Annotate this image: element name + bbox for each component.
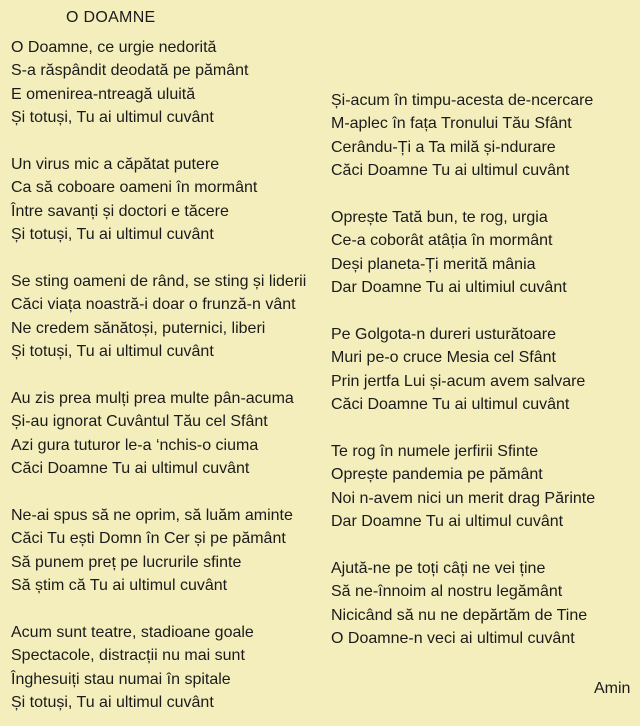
verse-line: Spectacole, distracții nu mai sunt (11, 647, 245, 665)
verse-line: Pe Golgota-n dureri usturătoare (331, 326, 557, 344)
verse-line: Și-au ignorat Cuvântul Tău cel Sfânt (11, 413, 268, 431)
verse-line: Un virus mic a căpătat putere (11, 156, 220, 174)
stanza (331, 557, 595, 651)
verse-line: Între savanți și doctori e tăcere (11, 202, 229, 220)
verse-line: Căci viața noastră-i doar o frunză-n vânt (11, 296, 296, 314)
verse-line: Azi gura tuturor le-a ‘nchis-o ciuma (11, 436, 259, 454)
verse-line: Să știm că Tu ai ultimul cuvânt (11, 577, 228, 595)
verse-line: Acum sunt teatre, stadioane goale (11, 624, 254, 642)
verse-line: Înghesuiți stau numai în spitale (11, 670, 231, 688)
verse-line: Și-acum în timpu-acesta de-ncercare (331, 92, 594, 109)
verse-line: Și totuși, Tu ai ultimul cuvânt (11, 343, 214, 361)
stanza (11, 270, 306, 364)
verse-line: Prin jertfa Lui și-acum avem salvare (331, 372, 586, 390)
verse-line: Căci Doamne Tu ai ultimul cuvânt (11, 460, 250, 478)
stanza (11, 36, 306, 130)
verse-line: Noi n-avem nici un merit drag Părinte (331, 489, 596, 507)
verse-line: Deși planeta-Ți merită mânia (331, 255, 536, 273)
verse-line: M-aplec în fața Tronului Tău Sfânt (331, 115, 572, 133)
verse-line: Muri pe-o cruce Mesia cel Sfânt (331, 349, 556, 367)
verse-line: Și totuși, Tu ai ultimul cuvânt (11, 109, 214, 127)
verse-line: Ce-a coborât atâția în mormânt (331, 232, 553, 250)
verse-line: O Doamne-n veci ai ultimul cuvânt (331, 630, 575, 648)
signature: Amin (594, 680, 631, 697)
verse-line: O Doamne, ce urgie nedorită (11, 39, 217, 56)
verse-line: Au zis prea mulți prea multe pân-acuma (11, 390, 294, 408)
stanza (11, 504, 306, 598)
verse-line: Să punem preț pe lucrurile sfinte (11, 553, 242, 571)
verse-line: Să ne-înnoim al nostru legământ (331, 583, 563, 601)
verse-line: Căci Tu ești Domn în Cer și pe pământ (11, 530, 286, 548)
verse-line: Dar Doamne Tu ai ultimul cuvânt (331, 513, 564, 531)
verse-line: Și totuși, Tu ai ultimul cuvânt (11, 226, 214, 244)
verse-line: Oprește Tată bun, te rog, urgia (331, 209, 548, 227)
stanza (331, 440, 595, 534)
verse-line: Oprește pandemia pe pământ (331, 466, 543, 484)
stanza (11, 621, 306, 715)
stanza (331, 323, 595, 417)
verse-line: Ne-ai spus să ne oprim, să luăm aminte (11, 507, 293, 525)
verse-line: Ajută-ne pe toți câți ne vei ține (331, 560, 546, 578)
stanza (11, 153, 306, 247)
verse-line: Căci Doamne Tu ai ultimul cuvânt (331, 162, 570, 180)
verse-line: Te rog în numele jerfirii Sfinte (331, 443, 539, 461)
stanza (331, 89, 595, 183)
stanza (331, 206, 595, 300)
verse-line: Cerându-Ți a Ta milă și-ndurare (331, 138, 556, 156)
verse-line: E omenirea-ntreagă uluită (11, 85, 196, 103)
poem-title: O DOAMNE (66, 9, 156, 26)
verse-line: Căci Doamne Tu ai ultimul cuvânt (331, 396, 570, 414)
stanza (11, 387, 306, 481)
verse-line: Ne credem sănătoși, puternici, liberi (11, 319, 266, 337)
verse-line: Se sting oameni de rând, se sting și liderii (11, 273, 307, 291)
verse-line: S-a răspândit deodată pe pământ (11, 62, 249, 80)
verse-line: Și totuși, Tu ai ultimul cuvânt (11, 694, 214, 712)
right-column (331, 89, 595, 651)
verse-line: Ca să coboare oameni în mormânt (11, 179, 258, 197)
left-column (11, 36, 306, 715)
verse-line: Dar Doamne Tu ai ultimiul cuvânt (331, 279, 567, 297)
verse-line: Nicicând să nu ne depărtăm de Tine (331, 606, 588, 624)
